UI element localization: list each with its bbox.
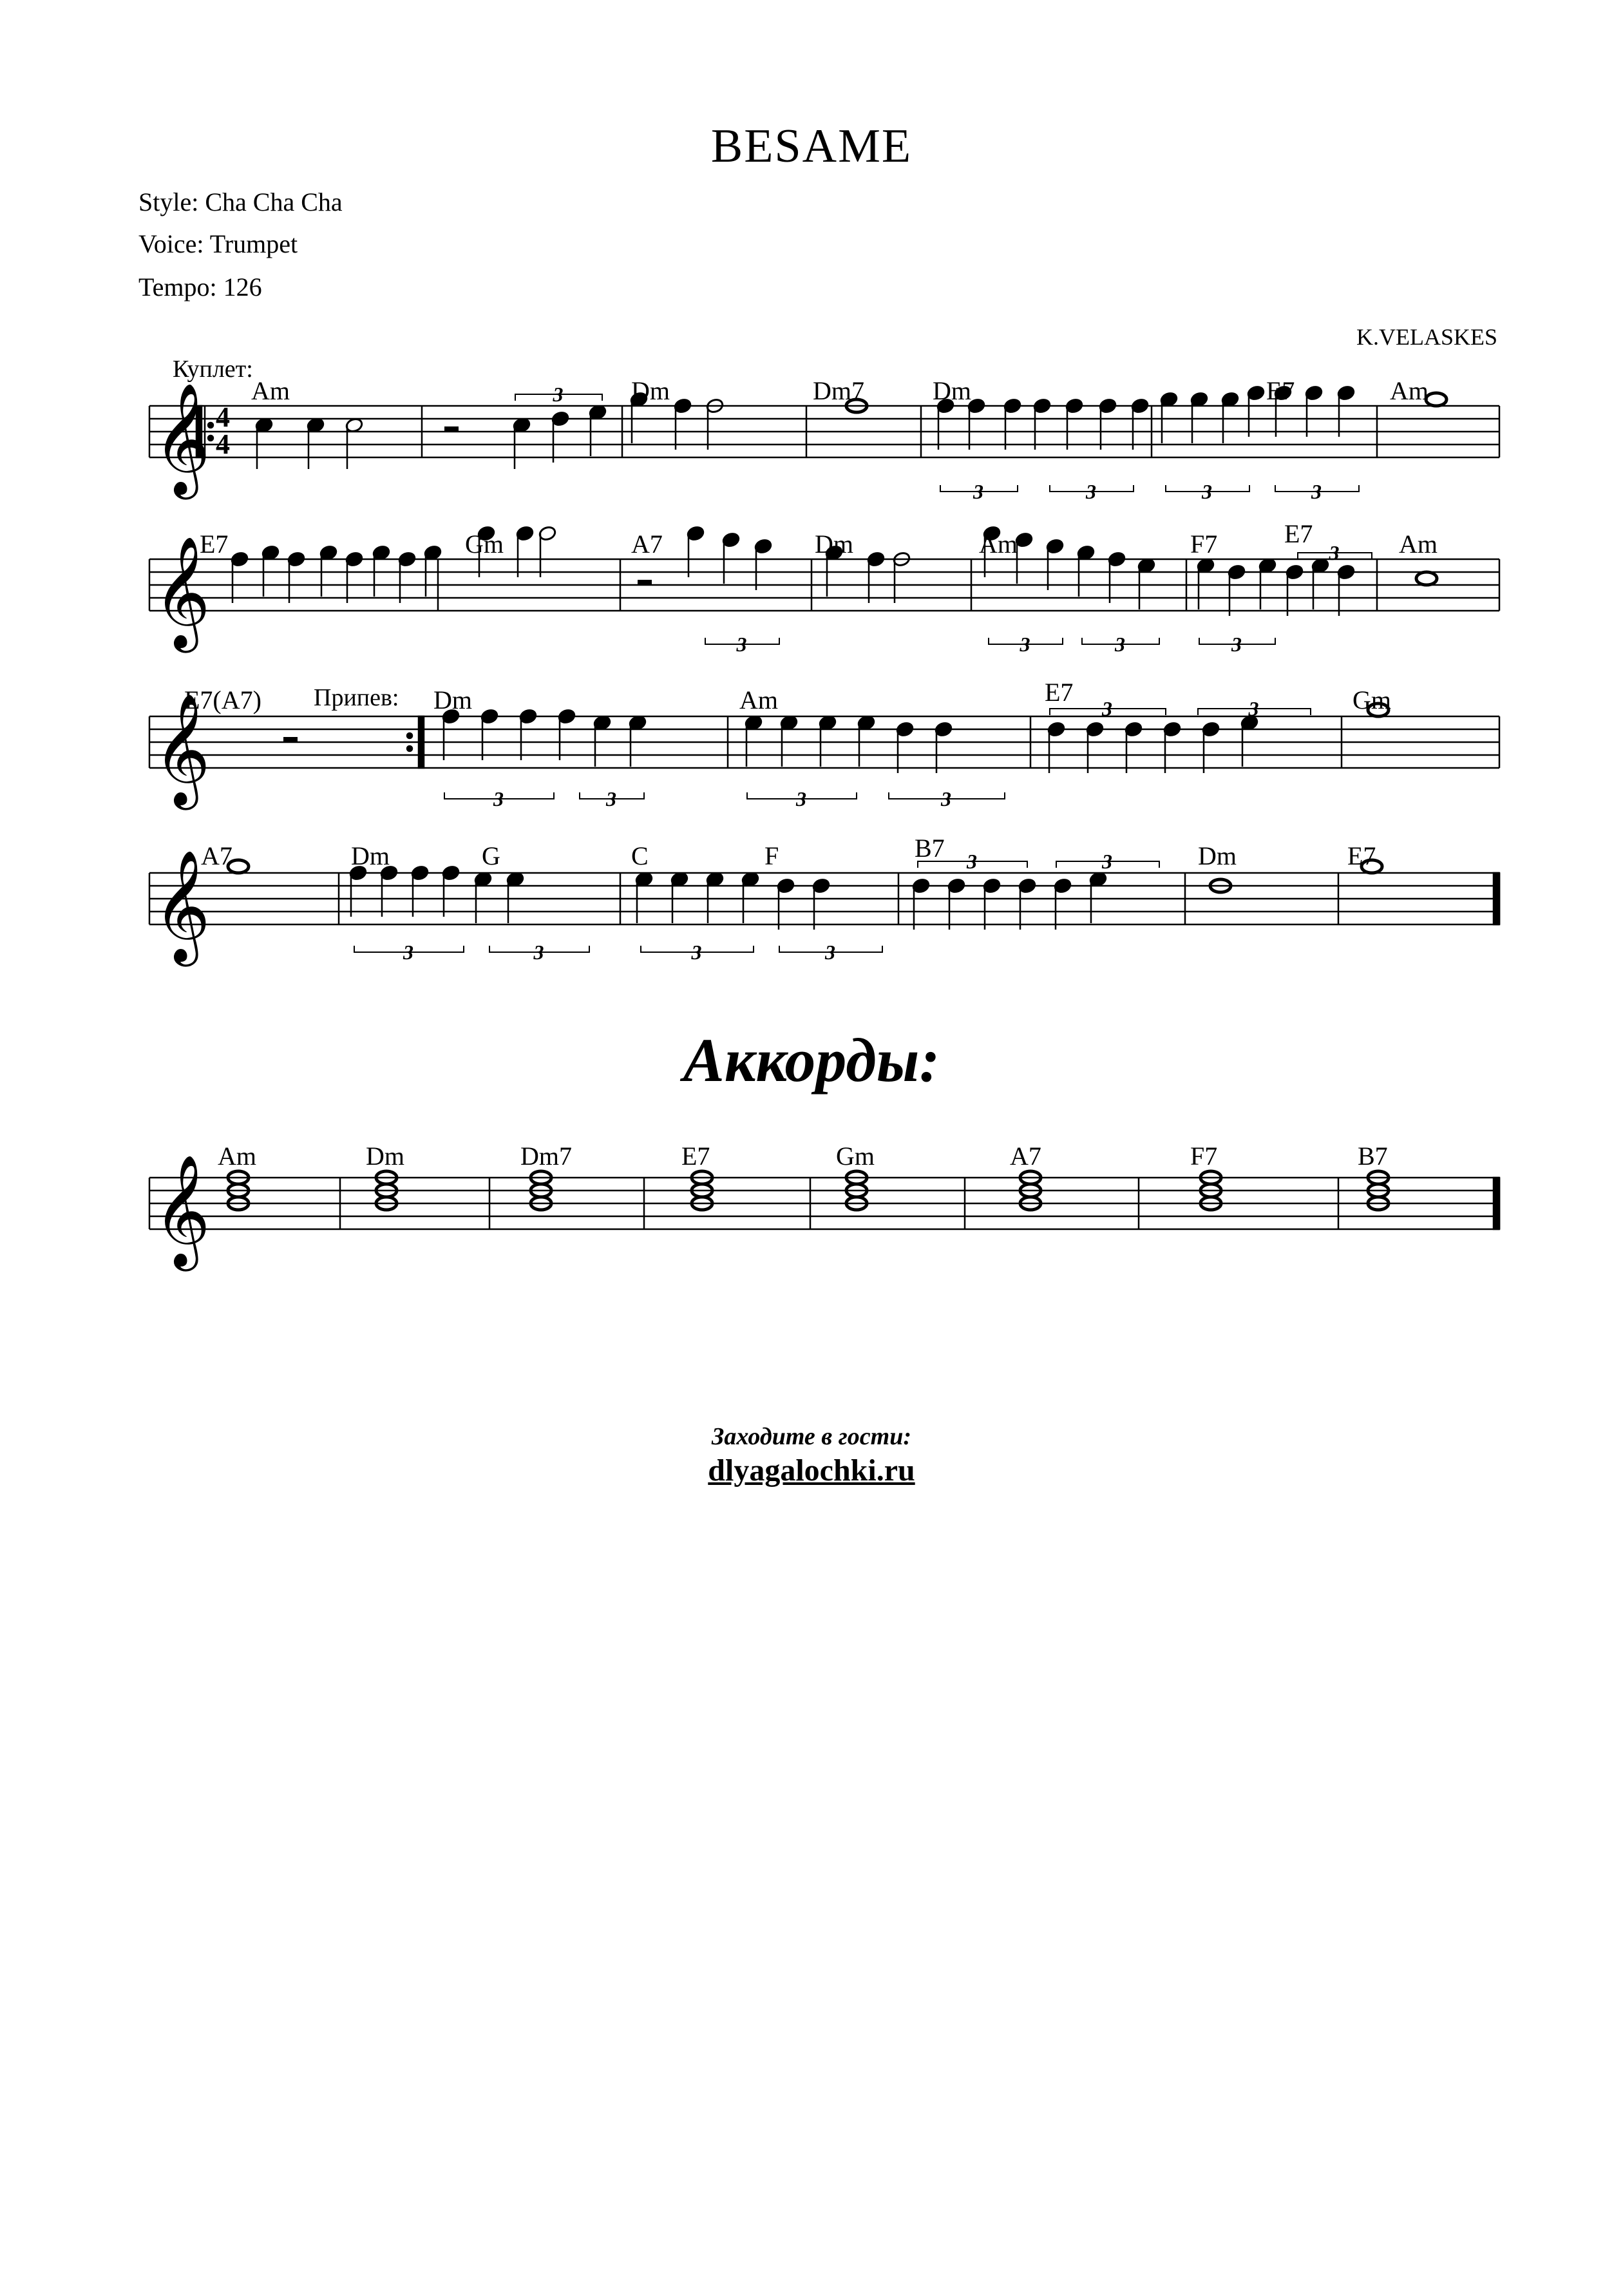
chord-symbol: Gm (465, 530, 504, 559)
tuplet-number: 3 (1020, 633, 1030, 656)
tuplet-number: 3 (825, 941, 835, 964)
chord-symbol: Am (1399, 530, 1438, 559)
tuplet-number: 3 (493, 787, 504, 810)
tuplet-number: 3 (1248, 697, 1259, 720)
chord-symbol: Am (1390, 376, 1428, 405)
chord-symbol: E7 (1284, 519, 1313, 548)
style-line: Style: Cha Cha Cha (138, 187, 343, 216)
tuplet-number: 3 (606, 787, 616, 810)
repeat-end-barline (419, 716, 424, 768)
chord-symbol: A7 (201, 841, 233, 870)
repeat-dot (407, 733, 412, 738)
chord-reference-label: Am (218, 1142, 256, 1171)
time-signature-bottom: 4 (216, 428, 230, 460)
chord-reference-label: Dm7 (520, 1142, 572, 1171)
chord-symbol: G (482, 841, 500, 870)
tuplet-number: 3 (1202, 480, 1212, 503)
chord-symbol: B7 (915, 834, 945, 863)
chord-symbol: Dm (433, 685, 472, 714)
chord-symbol: E7 (200, 530, 229, 559)
chord-symbol: F (764, 841, 779, 870)
section-label-verse: Куплет: (173, 356, 253, 383)
tuplet-number: 3 (967, 850, 977, 873)
chord-symbol: Dm (815, 530, 853, 559)
chord-symbol: Dm (351, 841, 390, 870)
visit-text: Заходите в гости: (711, 1423, 911, 1450)
chord-symbol: E7 (1045, 678, 1074, 707)
tuplet-number: 3 (1231, 633, 1242, 656)
chord-reference-label: Dm (366, 1142, 404, 1171)
tuplet-number: 3 (553, 383, 564, 406)
chord-reference-label: A7 (1010, 1142, 1041, 1171)
chord-reference-label: E7 (681, 1142, 710, 1171)
treble-clef-icon: 𝄞 (153, 539, 211, 646)
chord-symbol: Dm7 (813, 376, 864, 405)
tuplet-number: 3 (1102, 850, 1112, 873)
rest (444, 426, 459, 432)
rest (638, 580, 652, 585)
tuplet-number: 3 (1329, 541, 1340, 564)
treble-clef-icon: 𝄞 (153, 853, 211, 960)
tuplet-number: 3 (941, 787, 951, 810)
tuplet-number: 3 (973, 480, 983, 503)
chord-symbol: A7 (631, 530, 663, 559)
time-signature-top: 4 (216, 401, 230, 433)
final-barline (1494, 1178, 1499, 1229)
chord-reference-label: F7 (1190, 1142, 1218, 1171)
repeat-dot (407, 746, 412, 751)
tempo-line: Tempo: 126 (138, 273, 262, 301)
chord-symbol: Am (979, 530, 1018, 559)
rest (283, 737, 298, 742)
voice-line: Voice: Trumpet (138, 229, 298, 258)
chord-reference-label: Gm (836, 1142, 875, 1171)
whole-note (1416, 572, 1437, 585)
chords-heading: Аккорды: (683, 1026, 940, 1095)
chord-symbol: E7 (1347, 841, 1376, 870)
section-label-chorus: Припев: (314, 684, 399, 711)
chord-symbol: F7 (1190, 530, 1218, 559)
chord-symbol: Dm (933, 376, 971, 405)
final-barline (1494, 873, 1499, 924)
chord-symbol: E7(A7) (184, 685, 261, 714)
song-title: BESAME (710, 120, 913, 173)
site-link[interactable]: dlyagalochki.ru (708, 1453, 915, 1488)
tuplet-number: 3 (1102, 697, 1112, 720)
chord-symbol: Dm (1198, 841, 1237, 870)
tuplet-number: 3 (403, 941, 413, 964)
chord-symbol: Am (251, 376, 290, 405)
composer: K.VELASKES (1356, 324, 1497, 350)
tuplet-number: 3 (1115, 633, 1125, 656)
chord-symbol: Gm (1352, 685, 1391, 714)
treble-clef-icon: 𝄞 (153, 1158, 211, 1265)
chord-symbol: C (631, 841, 649, 870)
chord-symbol: E7 (1266, 376, 1295, 405)
chord-symbol: Dm (631, 376, 670, 405)
whole-note (1426, 393, 1447, 406)
tuplet-number: 3 (736, 633, 747, 656)
tuplet-number: 3 (533, 941, 544, 964)
tuplet-number: 3 (796, 787, 806, 810)
treble-clef-icon: 𝄞 (153, 386, 211, 493)
tuplet-number: 3 (691, 941, 702, 964)
treble-clef-icon: 𝄞 (153, 696, 211, 803)
tuplet-number: 3 (1086, 480, 1096, 503)
chord-reference-label: B7 (1358, 1142, 1388, 1171)
chord-symbol: Am (739, 685, 778, 714)
tuplet-number: 3 (1311, 480, 1322, 503)
